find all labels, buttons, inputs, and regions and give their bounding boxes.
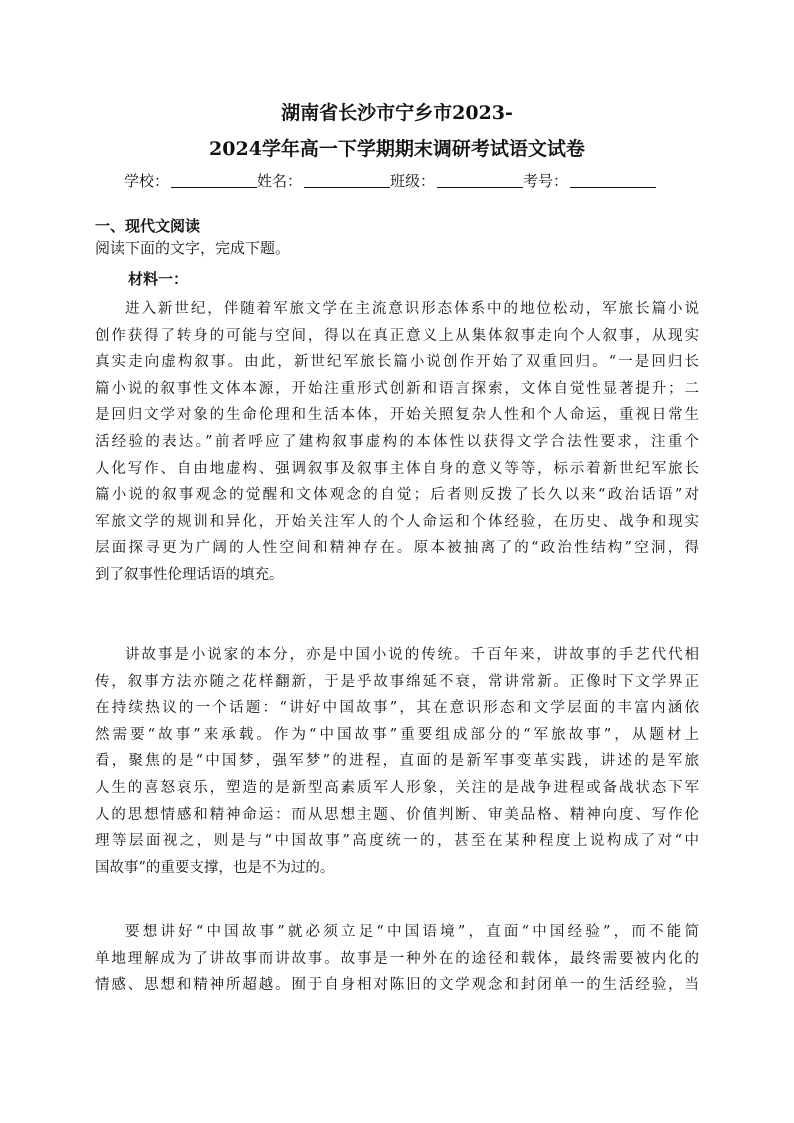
paragraph-1 [95,296,699,589]
paragraph-line: 人生的喜怒哀乐，塑造的是新型高素质军人形象，关注的是战争进程或备战状态下军 [95,779,699,796]
paragraph-line: 军旅文学的规训和异化，开始关注军人的个人命运和个体经验，在历史、战争和现实 [95,513,699,530]
material-label: 材料一： [128,270,189,288]
reading-instruction: 阅读下面的文字，完成下题。 [95,239,291,257]
paragraph-line: 层面探寻更为广阔的人性空间和精神存在。原本被抽离了的“政治性结构”空洞，得 [95,540,699,557]
school-label: 学校： [124,172,170,190]
paragraph-line: 要想讲好“中国故事”就必须立足“中国语境”，直面“中国经验”，而不能简 [125,924,699,940]
paragraph-line: 理等层面视之，则是与“中国故事”高度统一的，甚至在某种程度上说构成了对“中 [95,833,699,850]
paragraph-line: 情感、思想和精神所超越。囿于自身相对陈旧的文学观念和封闭单一的生活经验，当 [95,977,699,994]
paragraph-line: 创作获得了转身的可能与空间，得以在真正意义上从集体叙事走向个人叙事，从现实 [95,327,699,344]
paragraph-3 [95,919,699,999]
paragraph-line: 单地理解成为了讲故事而讲故事。故事是一种外在的途径和载体，最终需要被内化的 [95,950,699,967]
paragraph-line: 国故事”的重要支撑，也是不为过的。 [95,859,335,876]
exam-number-label: 考号： [523,172,569,190]
paragraph-line: 看，聚焦的是“中国梦，强军梦”的进程，直面的是新军事变革实践，讲述的是军旅 [95,753,699,770]
paragraph-line: 人化写作、自由地虚构、强调叙事及叙事主体自身的意义等等，标示着新世纪军旅长 [95,460,699,477]
exam-title-line-2: 2024学年高一下学期期末调研考试语文试卷 [209,138,585,160]
paragraph-line: 活经验的表达。”前者呼应了建构叙事虚构的本体性以获得文学合法性要求，注重个 [95,433,699,450]
section-heading: 一、现代文阅读 [95,217,201,235]
paragraph-line: 篇小说的叙事观念的觉醒和文体观念的自觉；后者则反拨了长久以来“政治话语”对 [95,487,699,504]
paragraph-line: 讲故事是小说家的本分，亦是中国小说的传统。千百年来，讲故事的手艺代代相 [125,647,699,663]
name-label: 姓名： [257,172,303,190]
paragraph-line: 传，叙事方法亦随之花样翻新，于是乎故事绵延不衰，常讲常新。正像时下文学界正 [95,673,699,690]
paragraph-line: 人的思想情感和精神命运：而从思想主题、价值判断、审美品格、精神向度、写作伦 [95,806,699,823]
paragraph-line: 是回归文学对象的生命伦理和生活本体，开始关照复杂人性和个人命运，重视日常生 [95,407,699,424]
student-info-line [124,170,684,192]
paragraph-2 [95,642,699,881]
name-blank[interactable] [304,170,390,188]
paragraph-line: 篇小说的叙事性文体本源，开始注重形式创新和语言探索，文体自觉性显著提升；二 [95,380,699,397]
exam-number-blank[interactable] [570,170,656,188]
paragraph-line: 到了叙事性伦理话语的填充。 [95,566,284,583]
paragraph-line: 在持续热议的一个话题：“讲好中国故事”，其在意识形态和文学层面的丰富内涵依 [95,700,699,717]
school-blank[interactable] [171,170,257,188]
class-blank[interactable] [437,170,523,188]
class-label: 班级： [390,172,436,190]
paragraph-line: 真实走向虚构叙事。由此，新世纪军旅长篇小说创作开始了双重回归。“一是回归长 [95,354,699,371]
paragraph-line: 然需要“故事”来承载。作为“中国故事”重要组成部分的“军旅故事”，从题材上 [95,726,699,743]
paragraph-line: 进入新世纪，伴随着军旅文学在主流意识形态体系中的地位松动，军旅长篇小说 [125,301,699,317]
exam-title-line-1: 湖南省长沙市宁乡市2023- [281,102,513,124]
